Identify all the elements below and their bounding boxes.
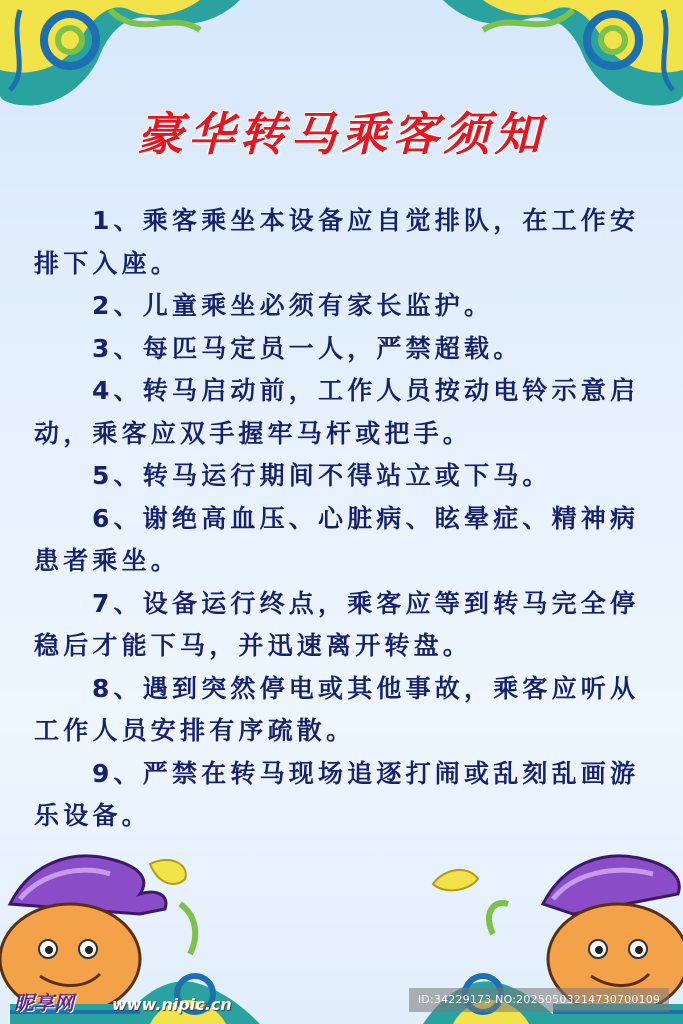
rule-item-8: 8、遇到突然停电或其他事故，乘客应听从工作人员安排有序疏散。: [34, 673, 640, 745]
watermark-logo: 昵享网: [14, 991, 74, 1015]
rule-item-6: 6、谢绝高血压、心脏病、眩晕症、精神病患者乘坐。: [34, 503, 640, 575]
rules-list: [34, 200, 646, 838]
watermark-footer: [0, 990, 683, 1024]
rule-item-2: 2、儿童乘坐必须有家长监护。: [92, 291, 494, 320]
rule-item-7: 7、设备运行终点，乘客应等到转马完全停稳后才能下马，并迅速离开转盘。: [34, 588, 640, 660]
rule-item-1: 1、乘客乘坐本设备应自觉排队，在工作安排下入座。: [34, 206, 640, 278]
rule-item-3: 3、每匹马定员一人，严禁超载。: [92, 333, 523, 363]
rule-item-4: 4、转马启动前，工作人员按动电铃示意启动，乘客应双手握牢马杆或把手。: [34, 376, 640, 448]
rule-item-9: 9、严禁在转马现场追逐打闹或乱刻乱画游乐设备。: [34, 758, 640, 830]
page-title: 豪华转马乘客须知: [137, 107, 546, 161]
watermark-id-bar: ID:34229173 NO:20250503214730700109: [409, 988, 669, 1012]
rule-item-5: 5、转马运行期间不得站立或下马。: [92, 461, 552, 490]
watermark-site: www.nipic.cn: [112, 995, 232, 1014]
